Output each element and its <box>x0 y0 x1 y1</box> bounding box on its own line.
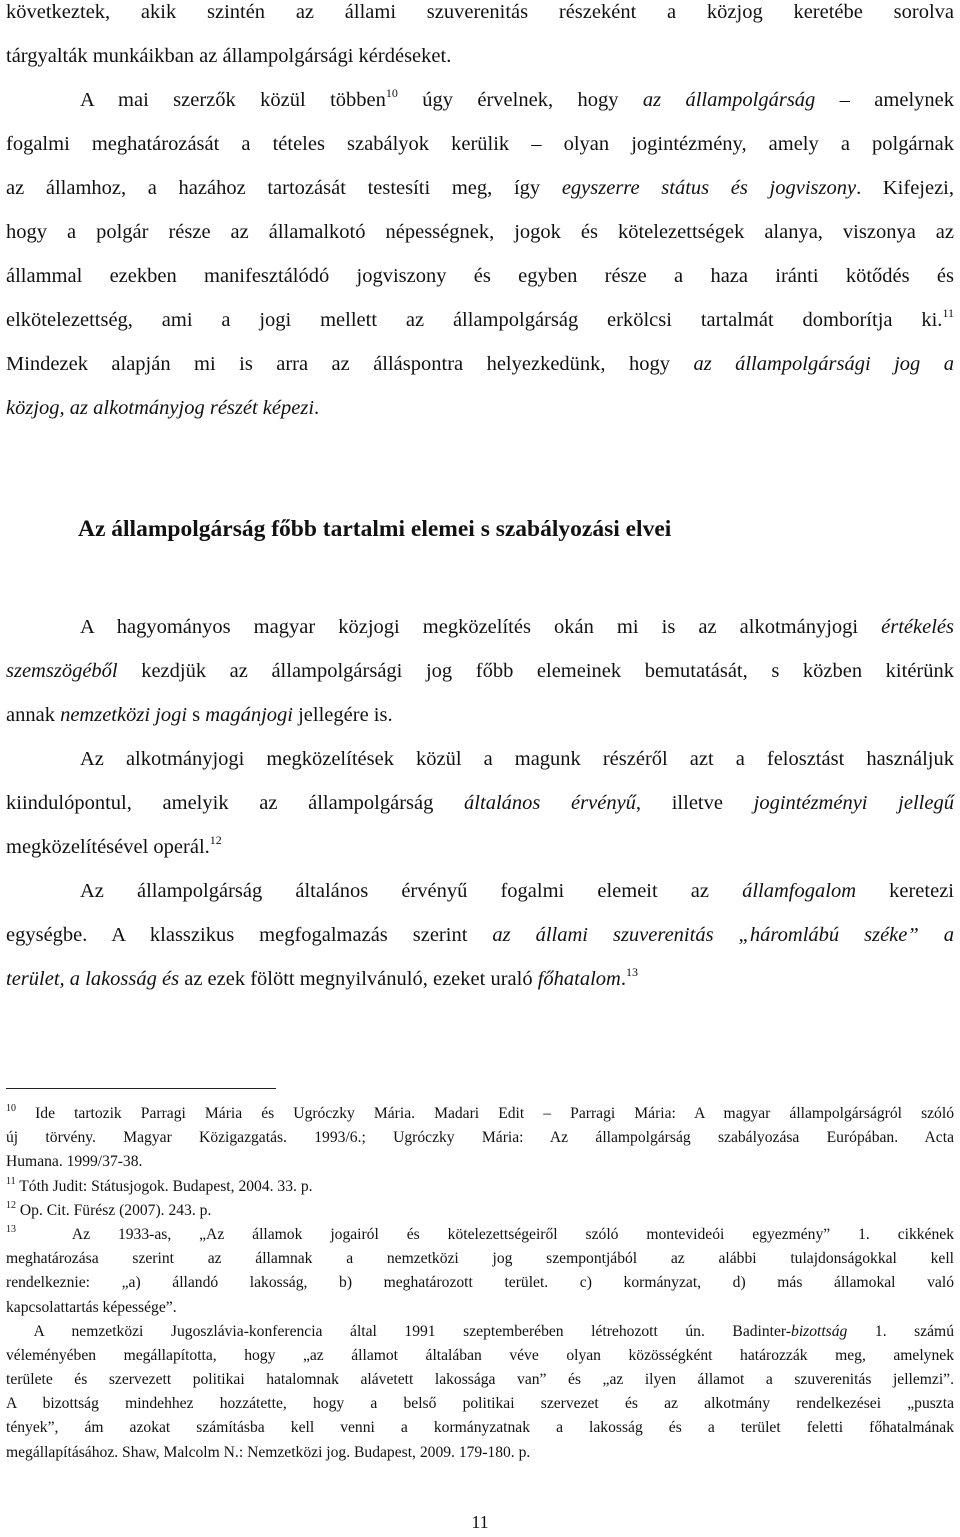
footnote-line: véleményében megállapította, hogy „az államot általában véve olyan közösségként határozzák meg, amelynek <box>6 1346 954 1364</box>
section-paragraphs <box>6 605 954 1001</box>
footnote-line: $^{10}$ Ide tartozik Parragi Mária és Ugróczky Mária. Madari Edit – Parragi Mária: A magyar állampolgárságról szóló <box>6 1103 954 1122</box>
footnote-line: új törvény. Magyar Közigazgatás. 1993/6.; Ugróczky Mária: Az állampolgárság szabályozása Európában. Acta <box>6 1129 954 1147</box>
footnote-line: $^{13}$ Az 1933-as, „Az államok jogairól és kötelezettségeiről szóló montevideói egyezmény” 1. cikkének <box>6 1223 954 1243</box>
footnote-line: meghatározása szerint az államnak a nemzetközi jog szempontjából az alábbi tulajdonságokkal kell <box>6 1250 954 1268</box>
body-text-line: következtek, akik szintén az állami szuverenitás részeként a közjog keretébe sorolva <box>6 1 954 23</box>
footnote-line: tények”, ám azokat számításba kell venni a kormányzatnak a lakosság és a terület feletti főhatalmának <box>6 1419 954 1437</box>
section-text-line: egységbe. A klasszikus megfogalmazás szerint az állami szuverenitás „háromlábú széke” a <box>6 924 955 946</box>
section-text-line: megközelítésével operál.$^{12}$ <box>6 833 222 858</box>
body-text-line: elkötelezettség, ami a jogi mellett az állampolgárság erkölcsi tartalmát domborítja ki.$^{11}$ <box>6 306 954 331</box>
section-text-line: terület, a lakosság és az ezek fölött megnyilvánuló, ezeket uraló főhatalom.$^{13}$ <box>6 965 638 990</box>
section-text-line: Az alkotmányjogi megközelítések közül a magunk részéről azt a felosztást használjuk <box>80 748 954 770</box>
footnote-line: $^{11}$ Tóth Judit: Státusjogok. Budapest, 2004. 33. p. <box>6 1175 313 1195</box>
body-text-line: közjog, az alkotmányjog részét képezi. <box>6 397 320 419</box>
page-number: 11 <box>471 1512 489 1532</box>
body-text-line: A mai szerzők közül többen$^{10}$ úgy érvelnek, hogy az állampolgárság – amelynek <box>80 86 954 111</box>
section-text-line: annak nemzetközi jogi s magánjogi jellegére is. <box>6 704 393 726</box>
footnote-line: Humana. 1999/37-38. <box>6 1153 143 1171</box>
section-text-line: Az állampolgárság általános érvényű fogalmi elemeit az államfogalom keretezi <box>80 880 954 902</box>
section-text-line: kiindulópontul, amelyik az állampolgárság általános érvényű, illetve jogintézményi jellegű <box>6 792 954 814</box>
footnote-line: A bizottság mindehhez hozzátette, hogy a belső politikai szervezet és az alkotmány rendelkezései „puszta <box>6 1395 954 1413</box>
body-text-line: Mindezek alapján mi is arra az álláspontra helyezkedünk, hogy az állampolgársági jog a <box>6 353 954 375</box>
body-text-line: tárgyalták munkáikban az állampolgársági kérdéseket. <box>6 45 452 67</box>
footnotes <box>6 1102 954 1465</box>
footnote-line: kapcsolattartás képessége”. <box>6 1298 177 1316</box>
footnote-line: rendelkeznie: „a) állandó lakosság, b) meghatározott terület. c) kormányzat, d) más államokal való <box>6 1274 954 1292</box>
footnote-line: A nemzetközi Jugoszlávia-konferencia által 1991 szeptemberében létrehozott ún. Badinter-bizottság 1. számú <box>6 1322 954 1340</box>
body-text-line: állammal ezekben manifesztálódó jogviszony és egyben része a haza iránti kötődés és <box>6 265 954 287</box>
section-text-line: A hagyományos magyar közjogi megközelítés okán mi is az alkotmányjogi értékelés <box>80 616 954 638</box>
section-heading: Az állampolgárság főbb tartalmi elemei s szabályozási elvei <box>78 516 672 542</box>
footnote-line: megállapításához. Shaw, Malcolm N.: Nemzetközi jog. Budapest, 2009. 179-180. p. <box>6 1443 531 1461</box>
section-text-line: szemszögéből kezdjük az állampolgársági jog főbb elemeinek bemutatását, s közben kitérünk <box>6 660 954 682</box>
body-text-line: az államhoz, a hazához tartozását testesíti meg, így egyszerre státus és jogviszony. Kifejezi, <box>6 177 955 199</box>
body-text-line: hogy a polgár része az államalkotó népességnek, jogok és kötelezettségek alanya, viszonya az <box>6 221 954 243</box>
body-paragraphs <box>6 0 954 430</box>
footnote-separator <box>6 1088 276 1089</box>
document-page <box>6 0 954 1537</box>
body-text-line: fogalmi meghatározását a tételes szabályok kerülik – olyan jogintézmény, amely a polgárnak <box>6 133 954 155</box>
footnote-line: $^{12}$ Op. Cit. Fürész (2007). 243. p. <box>6 1199 212 1219</box>
footnote-line: területe és szervezett politikai hatalomnak alávetett lakossága van” és „az ilyen államot a szuverenitás jellemzi”. <box>6 1371 954 1389</box>
